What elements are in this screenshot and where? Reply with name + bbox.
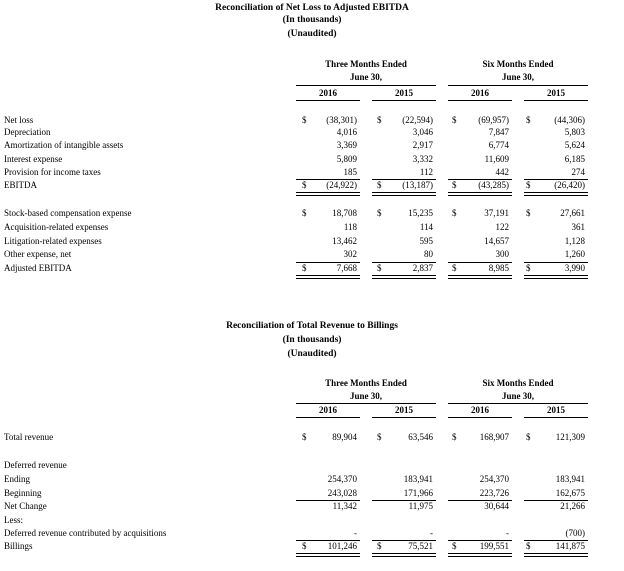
row-label: Interest expense (4, 154, 63, 164)
currency-symbol: $ (452, 180, 457, 190)
table-row (0, 249, 624, 262)
cell-value: 4,016 (336, 127, 357, 137)
table1-year-rule-1 (296, 100, 360, 101)
table1-title: Reconciliation of Net Loss to Adjusted EBITDA (215, 3, 409, 13)
table-row (0, 140, 624, 153)
table-row (0, 154, 624, 167)
table2-header-period-2: June 30, (501, 391, 534, 401)
row-label: Adjusted EBITDA (4, 263, 72, 273)
cell-value: 254,370 (479, 474, 509, 484)
table1-header-three-months: Three Months Ended (325, 59, 407, 69)
total-double-rule (372, 192, 436, 196)
cell-value: 595 (419, 236, 433, 246)
currency-symbol: $ (526, 263, 531, 273)
cell-value: - (430, 528, 433, 538)
row-label: Litigation-related expenses (4, 236, 102, 246)
total-double-rule (296, 275, 360, 279)
cell-value: 1,260 (564, 249, 585, 259)
cell-value: 162,675 (555, 488, 585, 498)
cell-value: 3,332 (412, 154, 433, 164)
table-row (0, 208, 624, 221)
subtotal-rule (448, 540, 512, 541)
row-label: Deferred revenue (4, 460, 67, 470)
cell-value: 2,837 (412, 263, 433, 273)
subtotal-rule (524, 540, 588, 541)
cell-value: 7,668 (336, 263, 357, 273)
table2-subtitle-units: (In thousands) (282, 335, 342, 345)
table1-year-col2: 2015 (395, 88, 413, 98)
cell-value: 3,046 (412, 127, 433, 137)
currency-symbol: $ (452, 115, 457, 125)
table1-year-col3: 2016 (471, 88, 489, 98)
total-double-rule (372, 275, 436, 279)
cell-value: 199,551 (479, 541, 509, 551)
currency-symbol: $ (377, 432, 382, 442)
total-double-rule (524, 275, 588, 279)
cell-value: 11,342 (332, 501, 357, 511)
cell-value: 361 (571, 222, 585, 232)
currency-symbol: $ (377, 180, 382, 190)
row-label: Stock-based compensation expense (4, 208, 132, 218)
subtotal-rule (524, 262, 588, 263)
cell-value: 118 (343, 222, 357, 232)
table1-year-col1: 2016 (319, 88, 337, 98)
table2-year-rule-3 (448, 417, 512, 418)
row-label: Depreciation (4, 127, 51, 137)
table-row (0, 127, 624, 140)
cell-value: (24,922) (326, 180, 357, 190)
subtotal-rule (524, 500, 588, 501)
subtotal-rule (448, 262, 512, 263)
table2-group1-rule (296, 403, 436, 404)
currency-symbol: $ (452, 432, 457, 442)
table1-year-rule-2 (372, 100, 436, 101)
cell-value: 243,028 (327, 488, 357, 498)
currency-symbol: $ (452, 208, 457, 218)
currency-symbol: $ (302, 180, 307, 190)
cell-value: 114 (419, 222, 433, 232)
cell-value: 223,726 (479, 488, 509, 498)
currency-symbol: $ (526, 541, 531, 551)
cell-value: - (354, 528, 357, 538)
total-double-rule (296, 192, 360, 196)
table1-header-six-months: Six Months Ended (482, 59, 554, 69)
table-row (0, 515, 624, 528)
row-label: Less: (4, 515, 23, 525)
table2-year-col1: 2016 (319, 405, 337, 415)
row-label: Ending (4, 474, 30, 484)
currency-symbol: $ (526, 432, 531, 442)
row-label: Acquisition-related expenses (4, 222, 109, 232)
cell-value: 122 (495, 222, 509, 232)
cell-value: 5,809 (336, 154, 357, 164)
table1-year-rule-4 (524, 100, 588, 101)
table1-group2-rule (448, 85, 588, 86)
cell-value: 254,370 (327, 474, 357, 484)
currency-symbol: $ (526, 180, 531, 190)
row-label: EBITDA (4, 180, 37, 190)
total-double-rule (448, 553, 512, 557)
total-double-rule (296, 553, 360, 557)
cell-value: (22,594) (402, 115, 433, 125)
cell-value: 121,309 (555, 432, 585, 442)
currency-symbol: $ (377, 115, 382, 125)
table2-year-rule-1 (296, 417, 360, 418)
currency-symbol: $ (377, 208, 382, 218)
cell-value: 5,624 (564, 140, 585, 150)
table2-year-col4: 2015 (547, 405, 565, 415)
cell-value: 89,904 (332, 432, 357, 442)
total-double-rule (372, 553, 436, 557)
subtotal-rule (296, 179, 360, 180)
cell-value: 302 (343, 249, 357, 259)
currency-symbol: $ (377, 263, 382, 273)
cell-value: 37,191 (484, 208, 509, 218)
cell-value: 183,941 (403, 474, 433, 484)
currency-symbol: $ (526, 115, 531, 125)
table-row (0, 236, 624, 249)
currency-symbol: $ (302, 115, 307, 125)
table-row (0, 501, 624, 514)
table1-year-col4: 2015 (547, 88, 565, 98)
cell-value: 21,266 (560, 501, 585, 511)
table1-header-period-2: June 30, (501, 72, 534, 82)
row-label: Net loss (4, 115, 34, 125)
subtotal-rule (372, 262, 436, 263)
cell-value: 6,185 (564, 154, 585, 164)
table2-year-rule-4 (524, 417, 588, 418)
cell-value: 14,657 (484, 236, 509, 246)
table2-header-three-months: Three Months Ended (325, 378, 407, 388)
currency-symbol: $ (377, 541, 382, 551)
cell-value: 2,917 (412, 140, 433, 150)
currency-symbol: $ (302, 263, 307, 273)
table1-subtitle-unaudited: (Unaudited) (287, 29, 337, 39)
table2-year-rule-2 (372, 417, 436, 418)
cell-value: (69,957) (478, 115, 509, 125)
cell-value: (26,420) (554, 180, 585, 190)
cell-value: 11,609 (484, 154, 509, 164)
cell-value: 30,644 (484, 501, 509, 511)
cell-value: (43,285) (478, 180, 509, 190)
total-double-rule (448, 275, 512, 279)
cell-value: 8,985 (488, 263, 509, 273)
cell-value: 183,941 (555, 474, 585, 484)
cell-value: (13,187) (402, 180, 433, 190)
currency-symbol: $ (302, 541, 307, 551)
table1-subtitle-units: (In thousands) (282, 15, 342, 25)
currency-symbol: $ (302, 432, 307, 442)
cell-value: (44,306) (554, 115, 585, 125)
cell-value: 112 (419, 167, 433, 177)
row-label: Total revenue (4, 432, 54, 442)
currency-symbol: $ (452, 263, 457, 273)
table-row (0, 474, 624, 487)
cell-value: 442 (495, 167, 509, 177)
cell-value: 18,708 (332, 208, 357, 218)
currency-symbol: $ (452, 541, 457, 551)
table1-header-period-1: June 30, (349, 72, 382, 82)
row-label: Billings (4, 541, 33, 551)
cell-value: - (506, 528, 509, 538)
cell-value: 27,661 (560, 208, 585, 218)
cell-value: 13,462 (332, 236, 357, 246)
cell-value: (700) (565, 528, 585, 538)
cell-value: 11,975 (408, 501, 433, 511)
cell-value: 3,990 (564, 263, 585, 273)
cell-value: 274 (571, 167, 585, 177)
row-label: Deferred revenue contributed by acquisitions (4, 528, 167, 538)
table2-title: Reconciliation of Total Revenue to Billings (226, 321, 398, 331)
table2-year-col3: 2016 (471, 405, 489, 415)
subtotal-rule (448, 179, 512, 180)
table-row (0, 222, 624, 235)
cell-value: 101,246 (327, 541, 357, 551)
subtotal-rule (448, 500, 512, 501)
cell-value: 300 (495, 249, 509, 259)
cell-value: 80 (424, 249, 433, 259)
table2-subtitle-unaudited: (Unaudited) (287, 349, 337, 359)
subtotal-rule (296, 540, 360, 541)
table2-group2-rule (448, 403, 588, 404)
total-double-rule (448, 192, 512, 196)
table1-group1-rule (296, 85, 436, 86)
cell-value: 75,521 (408, 541, 433, 551)
cell-value: 7,847 (488, 127, 509, 137)
subtotal-rule (372, 179, 436, 180)
row-label: Provision for income taxes (4, 167, 101, 177)
cell-value: 171,966 (403, 488, 433, 498)
table-row (0, 460, 624, 473)
row-label: Other expense, net (4, 249, 72, 259)
subtotal-rule (524, 179, 588, 180)
table2-header-six-months: Six Months Ended (482, 378, 554, 388)
cell-value: 6,774 (488, 140, 509, 150)
cell-value: 3,369 (336, 140, 357, 150)
subtotal-rule (296, 500, 360, 501)
currency-symbol: $ (526, 208, 531, 218)
row-label: Amortization of intangible assets (4, 140, 124, 150)
row-label: Net Change (4, 501, 47, 511)
total-double-rule (524, 553, 588, 557)
cell-value: 15,235 (408, 208, 433, 218)
cell-value: 1,128 (564, 236, 585, 246)
cell-value: 63,546 (408, 432, 433, 442)
table1-year-rule-3 (448, 100, 512, 101)
currency-symbol: $ (302, 208, 307, 218)
subtotal-rule (296, 262, 360, 263)
table2-year-col2: 2015 (395, 405, 413, 415)
cell-value: (38,301) (326, 115, 357, 125)
cell-value: 185 (343, 167, 357, 177)
row-label: Beginning (4, 488, 42, 498)
subtotal-rule (372, 540, 436, 541)
table-row (0, 432, 624, 445)
total-double-rule (524, 192, 588, 196)
table2-header-period-1: June 30, (349, 391, 382, 401)
subtotal-rule (372, 500, 436, 501)
cell-value: 141,875 (555, 541, 585, 551)
cell-value: 5,803 (564, 127, 585, 137)
cell-value: 168,907 (479, 432, 509, 442)
